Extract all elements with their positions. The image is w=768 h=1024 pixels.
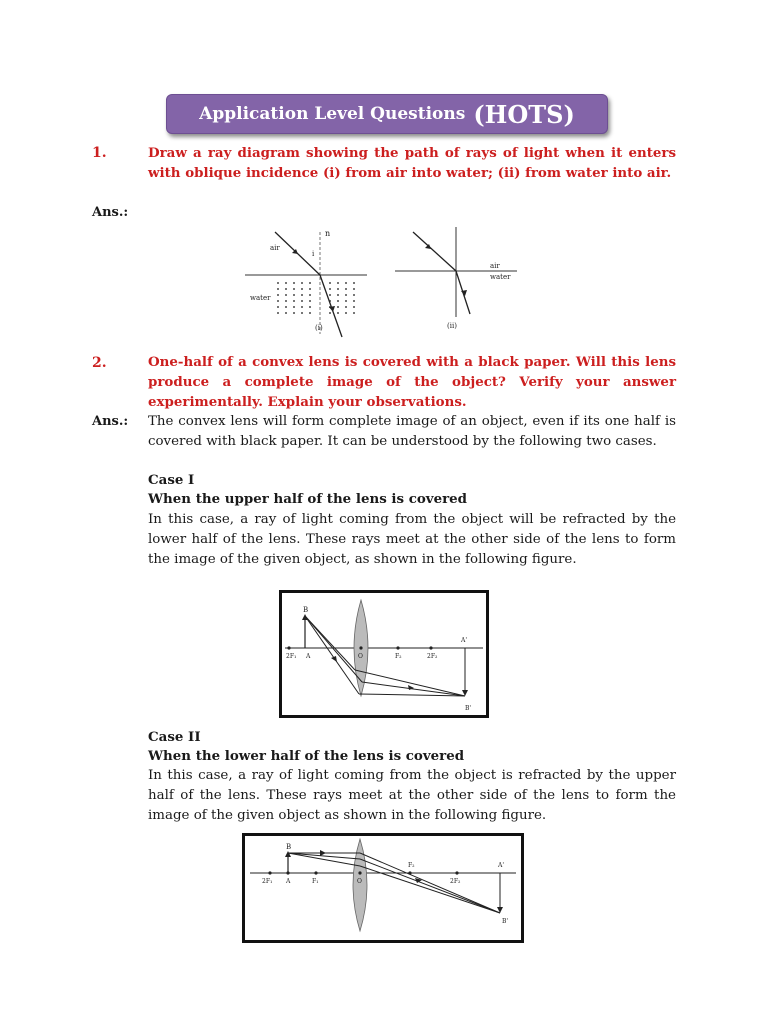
answer-2-intro: The convex lens will form complete image of an object, even if its one half is covered with black paper. It can be understood by the following two cases. — [148, 414, 676, 449]
answer-2-label: Ans.: — [92, 414, 129, 429]
air-label: air — [270, 244, 280, 252]
label-2F1: 2F₁ — [262, 878, 273, 885]
page-title-box — [166, 94, 608, 134]
case-2-text: In this case, a ray of light coming from the object is refracted by the upper half of the lens. These rays meet at the other side of the lens to form the image of the given object as shown in the following figure. — [148, 768, 676, 823]
caption-ii: (ii) — [447, 322, 457, 330]
lens-figure-case-1 — [279, 590, 489, 718]
label-B-image: B' — [502, 918, 509, 925]
lens-figure-case-2 — [242, 833, 524, 943]
case-1-text: In this case, a ray of light coming from the object will be refracted by the lower half of the lens. These rays meet at the other side of the lens to form the image of the given object, as shown in the following figure. — [148, 512, 676, 567]
case-2-subtitle: When the lower half of the lens is covered — [148, 748, 465, 764]
angle-label: i — [312, 250, 315, 258]
water-dots — [277, 282, 355, 314]
case-1-subtitle: When the upper half of the lens is covered — [148, 491, 468, 507]
label-A: A — [306, 653, 311, 660]
label-F2: F₂ — [408, 862, 415, 869]
water-label: water — [250, 294, 271, 302]
label-O: O — [357, 878, 362, 885]
refraction-water-to-air — [395, 227, 517, 330]
question-1-text: Draw a ray diagram showing the path of rays of light when it enters with oblique incidence (i) from air into water; (ii) from water into air. — [148, 145, 676, 181]
question-2-number: 2. — [92, 355, 107, 371]
page-title-tag: (HOTS) — [473, 99, 575, 129]
case-2-title: Case II — [148, 729, 201, 745]
label-A-image: A' — [461, 637, 467, 644]
refraction-air-to-water — [245, 229, 367, 337]
normal-label: n — [325, 229, 331, 238]
label-2F1: 2F₁ — [286, 653, 297, 660]
case-1-title: Case I — [148, 472, 195, 488]
refraction-figure — [245, 222, 520, 342]
question-2-text: One-half of a convex lens is covered with a black paper. Will this lens produce a complete image of the object? Verify your answer experimentally. Explain your observations. — [148, 354, 676, 410]
label-A: A — [286, 878, 291, 885]
label-A-image: A' — [498, 862, 504, 869]
label-2F2: 2F₂ — [427, 653, 438, 660]
question-1-number: 1. — [92, 145, 107, 161]
page-title: Application Level Questions — [199, 104, 466, 124]
label-B: B — [286, 843, 292, 851]
fig2-air-label: air — [490, 262, 500, 270]
label-B-image: B' — [465, 705, 472, 712]
label-O: O — [358, 653, 363, 660]
answer-1-label: Ans.: — [92, 205, 129, 220]
label-F2: F₂ — [395, 653, 402, 660]
label-B: B — [303, 606, 309, 614]
fig2-water-label: water — [490, 273, 511, 281]
caption-i: (i) — [315, 324, 323, 332]
label-2F2: 2F₂ — [450, 878, 461, 885]
label-F1: F₁ — [312, 878, 319, 885]
